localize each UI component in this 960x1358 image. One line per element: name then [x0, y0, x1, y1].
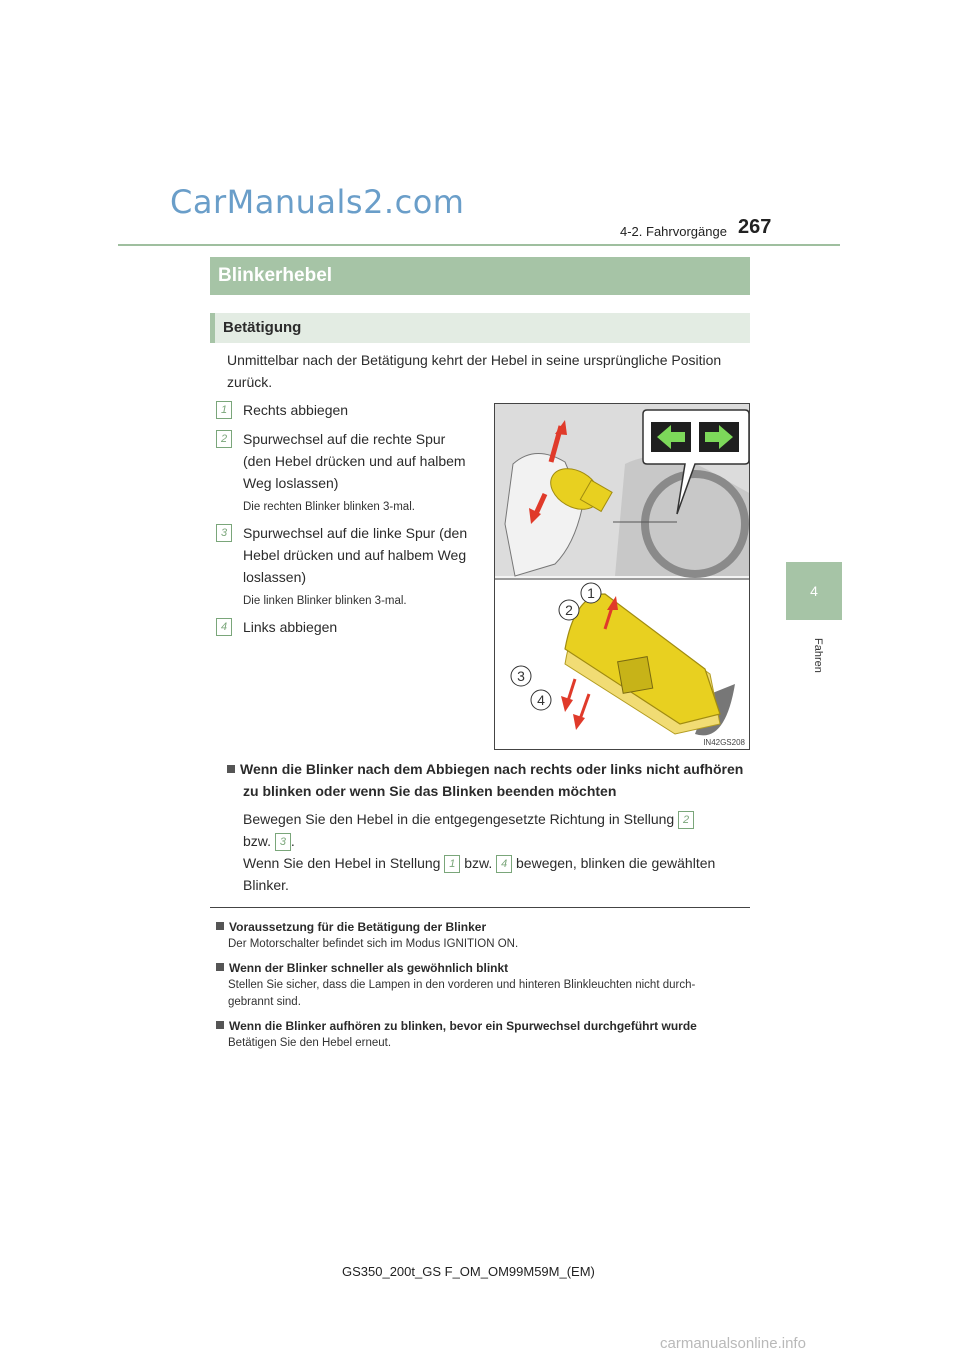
- item-text-line: Spurwechsel auf die linke Spur (den: [243, 525, 468, 541]
- page-number: 267: [738, 216, 772, 238]
- chapter-label: Fahren: [812, 638, 824, 673]
- label-4: [531, 690, 551, 710]
- label-2: [559, 600, 579, 620]
- body-line: Wenn Sie den Hebel in Stellung 1 bzw. 4 bewegen, blinken die gewählten: [243, 852, 748, 874]
- item-note: Die linken Blinker blinken 3-mal.: [243, 595, 407, 607]
- notes: [216, 918, 750, 1052]
- section-path: 4-2. Fahrvorgänge: [620, 224, 727, 239]
- lever-illustration-svg: [495, 404, 750, 750]
- svg-text:1: 1: [587, 585, 595, 601]
- item-text-line: Weg loslassen): [243, 475, 339, 491]
- square-bullet-icon: [216, 1021, 224, 1029]
- item-text: [243, 428, 480, 494]
- note-body: Betätigen Sie den Hebel erneut.: [228, 1037, 392, 1049]
- label-1: [581, 583, 601, 603]
- body-line: Blinker.: [243, 877, 289, 893]
- watermark: carmanualsonline.info: [660, 1335, 806, 1352]
- ref-badge: 2: [678, 811, 694, 829]
- label-3: [511, 666, 531, 686]
- sub-heading: Betätigung: [210, 313, 750, 343]
- square-bullet-icon: [216, 963, 224, 971]
- notes-rule: [210, 907, 750, 908]
- subsection-title-line: zu blinken oder wenn Sie das Blinken beenden möchten: [243, 783, 617, 799]
- lever-illustration: [494, 403, 750, 750]
- intro-text: Unmittelbar nach der Betätigung kehrt der Hebel in seine ursprüngliche Position zurück.: [227, 352, 722, 390]
- item-number: 3: [216, 524, 232, 542]
- square-bullet-icon: [227, 765, 235, 773]
- svg-text:4: 4: [537, 692, 545, 708]
- square-bullet-icon: [216, 922, 224, 930]
- item-number: 2: [216, 430, 232, 448]
- figure-code: IN42GS208: [703, 738, 745, 747]
- item-text: [243, 522, 480, 588]
- item-number: 4: [216, 618, 232, 636]
- ref-badge: 3: [275, 833, 291, 851]
- ref-badge: 4: [496, 855, 512, 873]
- note-body: Der Motorschalter befindet sich im Modus IGNITION ON.: [228, 938, 519, 950]
- svg-text:3: 3: [517, 668, 525, 684]
- item-text: Links abbiegen: [243, 619, 338, 635]
- document-code: GS350_200t_GS F_OM_OM99M59M_(EM): [342, 1264, 595, 1279]
- item-text-line: loslassen): [243, 569, 307, 585]
- chapter-tab: 4: [786, 562, 842, 620]
- body-line: bzw. 3 .: [243, 830, 748, 852]
- body-line: Bewegen Sie den Hebel in die entgegengesetzte Richtung in Stellung 2: [243, 808, 748, 830]
- subsection-body: [243, 808, 748, 896]
- item-number: 1: [216, 401, 232, 419]
- main-heading: Blinkerhebel: [210, 257, 750, 295]
- item-text-line: Hebel drücken und auf halbem Weg: [243, 547, 467, 563]
- header-rule: [118, 244, 840, 246]
- note-title: Voraussetzung für die Betätigung der Blinker: [216, 918, 750, 936]
- item-text-line: Spurwechsel auf die rechte Spur: [243, 431, 446, 447]
- item-text: Rechts abbiegen: [243, 402, 349, 418]
- subsection-title: [227, 758, 747, 802]
- subsection-title-line: Wenn die Blinker nach dem Abbiegen nach rechts oder links nicht aufhören: [227, 758, 747, 780]
- note-body: Stellen Sie sicher, dass die Lampen in den vorderen und hinteren Blinkleuchten nicht durch-: [228, 979, 696, 991]
- note-body: gebrannt sind.: [228, 996, 301, 1008]
- item-text-line: (den Hebel drücken und auf halbem: [243, 453, 466, 469]
- svg-text:2: 2: [565, 602, 573, 618]
- ref-badge: 1: [444, 855, 460, 873]
- item-note: Die rechten Blinker blinken 3-mal.: [243, 501, 415, 513]
- note-title: Wenn die Blinker aufhören zu blinken, bevor ein Spurwechsel durchgeführt wurde: [216, 1017, 750, 1035]
- note-title: Wenn der Blinker schneller als gewöhnlich blinkt: [216, 959, 750, 977]
- site-logo: CarManuals2.com: [170, 183, 465, 221]
